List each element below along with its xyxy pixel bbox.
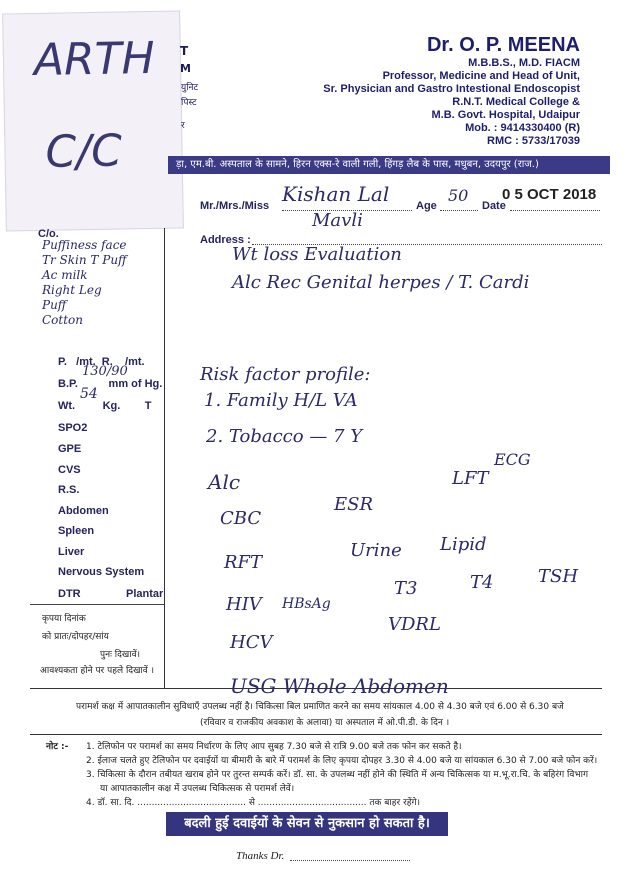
- left-header-fragment-2: M: [180, 62, 191, 75]
- hw-usg-abd: USG Whole Abdomen: [230, 674, 449, 698]
- hw-bp: 130/90: [82, 364, 128, 379]
- followup-3: पुनः दिखावें।: [100, 650, 141, 660]
- hw-lipid: Lipid: [440, 534, 487, 555]
- address-label: Address :: [200, 234, 251, 246]
- hw-rft: RFT: [224, 552, 263, 573]
- hw-cbc: CBC: [220, 508, 262, 529]
- co-note-5: Puff: [42, 298, 67, 312]
- doctor-mobile: Mob. : 9414330400 (R): [465, 122, 580, 134]
- doctor-name: Dr. O. P. MEENA: [426, 34, 580, 56]
- emergency-note: परामर्श कक्ष में आपातकालीन सुविधाएँ उपलब्ध नहीं है। चिकित्सा बिल प्रमाणित करने का समय सांयकाल 4.00 से 4.30 बजे एवं 6.00 से 6.30 बजे: [76, 702, 564, 712]
- left-header-fragment-1: T: [180, 44, 189, 58]
- vital-weight: Wt. Kg. T: [58, 400, 152, 412]
- hw-risk: Risk factor profile:: [200, 364, 371, 385]
- left-form-panel: [30, 228, 165, 688]
- doctor-rmc: RMC : 5733/17039: [487, 135, 580, 147]
- mr-label: Mr./Mrs./Miss: [200, 200, 270, 212]
- co-notes: [42, 238, 127, 328]
- co-note-6: Cotton: [42, 313, 84, 327]
- co-note-3: Ac milk: [42, 268, 88, 282]
- sys-cvs: CVS: [58, 464, 81, 476]
- hw-t4: T4: [470, 572, 494, 593]
- hw-history: Alc Rec Genital herpes / T. Cardi: [232, 272, 530, 293]
- sys-liver: Liver: [58, 546, 85, 558]
- hw-wt: 54: [80, 386, 98, 402]
- hw-place: Mavli: [312, 210, 363, 231]
- doctor-college: R.N.T. Medical College &: [452, 96, 580, 108]
- doctor-hospital: M.B. Govt. Hospital, Udaipur: [431, 109, 580, 121]
- doctor-degrees: M.B.B.S., M.D. FIACM: [468, 57, 580, 69]
- co-note-1: Puffiness face: [42, 238, 127, 252]
- hw-lft: LFT: [452, 468, 489, 489]
- followup-2: को प्रातः/दोपहर/सांय: [42, 632, 109, 642]
- age-line: [440, 210, 478, 211]
- hw-ecg: ECG: [494, 450, 531, 469]
- hw-name: Kishan Lal: [282, 182, 390, 206]
- hw-risk2: 2. Tobacco — 7 Y: [206, 426, 363, 447]
- co-note-4: Right Leg: [42, 283, 102, 297]
- doctor-title1: Professor, Medicine and Head of Unit,: [382, 70, 580, 82]
- hw-age: 50: [448, 186, 469, 205]
- warning-banner: बदली हुई दवाईयों के सेवन से नुकसान हो सकता है।: [166, 812, 448, 836]
- vital-pulse: P. /mt. R. /mt.: [58, 356, 145, 368]
- hw-risk1: 1. Family H/L VA: [204, 390, 358, 411]
- dtr-label: DTR: [58, 588, 81, 600]
- emergency-note2: (रविवार व राजकीय अवकाश के अलावा) या अस्पताल में ओ.पी.डी. के दिन ।: [200, 718, 450, 728]
- date-label: Date: [482, 200, 506, 212]
- sticky-note: [2, 10, 184, 231]
- hw-hbsag: HBsAg: [282, 596, 331, 612]
- left-header-fragment-5: र: [181, 121, 185, 131]
- doctor-header: [323, 34, 580, 148]
- notes-label: नोट :-: [46, 742, 69, 752]
- hw-alc: Alc: [208, 470, 241, 494]
- sticky-note-line1: ARTH: [33, 32, 156, 87]
- doctor-title2: Sr. Physician and Gastro Intestional Endoscopist: [323, 83, 580, 95]
- hw-hcv: HCV: [230, 632, 273, 653]
- address-bar: ड़ा, एम.बी. अस्पताल के सामने, हिरन एक्स-रे वाली गली, हिंगड़ लैब के पास, मधुबन, उदयपुर (राज.): [168, 156, 610, 174]
- sys-spleen: Spleen: [58, 525, 95, 537]
- thanks-label: Thanks Dr.: [236, 850, 285, 862]
- age-label: Age: [416, 200, 437, 212]
- left-header-fragment-3: युनिट: [181, 83, 199, 93]
- left-header-fragment-4: पिस्ट: [181, 98, 197, 108]
- vital-bp: B.P. mm of Hg.: [58, 378, 163, 390]
- followup-1: कृपया दिनांक: [42, 614, 86, 624]
- hw-t3: T3: [394, 578, 418, 599]
- hw-urine: Urine: [350, 540, 402, 561]
- divider: [30, 604, 164, 605]
- sys-spo2: SPO2: [58, 422, 88, 434]
- hw-vdrl: VDRL: [388, 614, 441, 635]
- followup-4: आवश्यकता होने पर पहले दिखावें ।: [40, 666, 155, 676]
- date-line: [510, 210, 600, 211]
- co-note-2: Tr Skin T Puff: [42, 253, 127, 267]
- sticky-note-line2: C/C: [45, 125, 123, 178]
- note-2: 2. ईलाज चलते हुए टेलिफोन पर दवाईयों या बीमारी के बारे में परामर्श के लिए कृपया दोपहर 3.30 से 4.00 बजे या सांयकाल 6.30 से 7.00 बजे फोन करें।: [86, 756, 598, 766]
- co-label: C/o.: [38, 228, 59, 240]
- sys-gpe: GPE: [58, 443, 82, 455]
- footer-divider: [30, 734, 602, 735]
- note-3: 3. चिकित्सा के दौरान तबीयत खराब होने पर तुरन्त सम्पर्क करें। डॉ. सा. के उपलब्ध नहीं होने की स्थिति में अन्य चिकित्सक या म.भू.रा.चि. के बहिरंग विभाग: [86, 770, 589, 780]
- hw-esr: ESR: [334, 494, 374, 515]
- sys-rs: R.S.: [58, 484, 80, 496]
- plantar-label: Plantar: [126, 588, 164, 600]
- hw-tsh: TSH: [538, 566, 579, 587]
- note-4: 4. डॉ. सा. दि. ...................................... से ...................................... तक बाहर रहेंगे।: [86, 798, 421, 808]
- hw-hiv: HIV: [226, 594, 262, 615]
- sys-nervous: Nervous System: [58, 566, 145, 578]
- note-1: 1. टेलिफोन पर परामर्श का समय निर्धारण के लिए आप सुबह 7.30 बजे से रात्रि 9.00 बजे तक फोन कर सकते है।: [86, 742, 462, 752]
- thanks-line: [290, 860, 410, 861]
- date-stamp: 0 5 OCT 2018: [502, 186, 597, 203]
- note-3b: या आपातकालीन कक्ष में उपलब्ध चिकित्सक से परामर्श लेवें।: [100, 784, 295, 794]
- sys-abdomen: Abdomen: [58, 505, 109, 517]
- hw-complaint: Wt loss Evaluation: [232, 244, 402, 265]
